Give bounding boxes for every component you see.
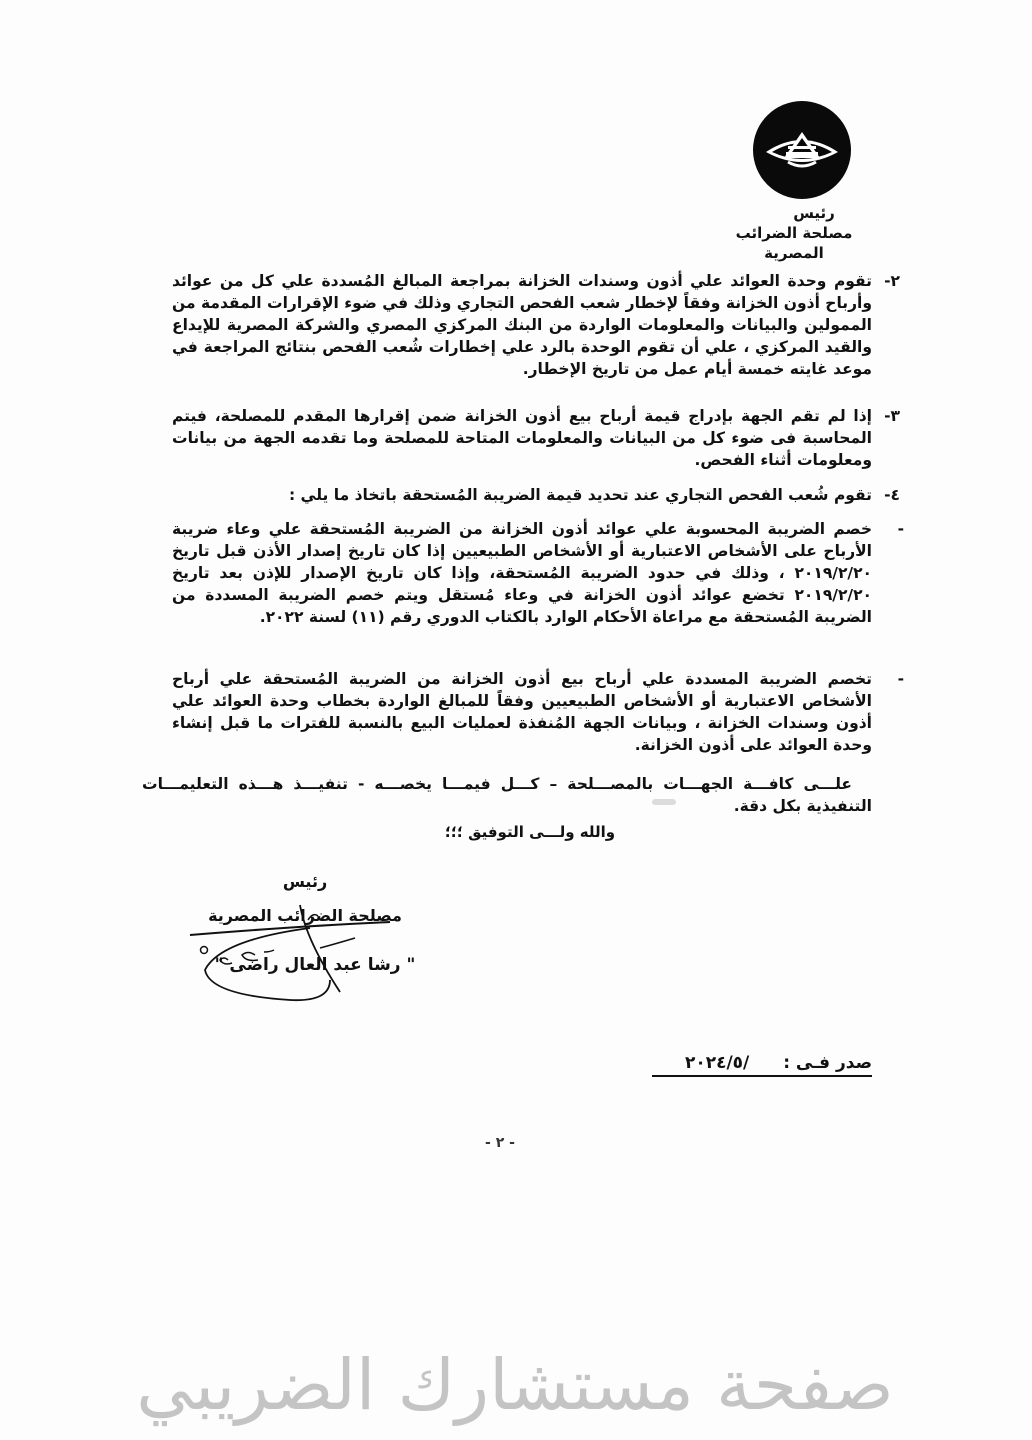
header-title xyxy=(704,203,884,263)
issued-date xyxy=(652,1053,872,1077)
item-text: إذا لم تقم الجهة بإدراج قيمة أرباح بيع أذون الخزانة ضمن إقرارها المقدم للمصلحة، فيتم المحاسبة فى ضوء كل من البيانات والمعلومات المتاحة للمصلحة وما تقدمه الجهة من بيانات ومعلومات أثناء الفحص. xyxy=(172,407,872,469)
item-2 xyxy=(172,270,900,380)
closing-greeting: والله ولـــى التوفيق ؛؛؛ xyxy=(444,823,616,841)
issued-label: صدر فـى : xyxy=(783,1053,872,1073)
header-title-line1: رئيس xyxy=(793,204,835,222)
item-number: ٢- xyxy=(884,272,900,290)
bullet-2 xyxy=(172,668,904,756)
issued-date-value: /٢٠٢٤/٥ xyxy=(684,1053,750,1073)
signature-title xyxy=(190,865,420,933)
item-number: ٣- xyxy=(884,407,900,425)
bullet-1 xyxy=(172,518,904,628)
bullet-marker: - xyxy=(897,670,904,688)
bullet-text: خصم الضريبة المحسوبة علي عوائد أذون الخزانة من الضريبة المُستحقة علي وعاء ضريبة الأرباح على الأشخاص الاعتبارية أو الأشخاص الطبيعيين إذا كان تاريخ إصدار الأذن قبل تاريخ ٢٠١٩/٢/٢٠ ، وذلك في حدود الضريبة المُستحقة، وإذا كان تاريخ الإصدار للإذن بعد تاريخ ٢٠١٩/٢/٢٠ تخضع عوائد أذون الخزانة في وعاء مُستقل ويتم خصم الضريبة المسددة من الضريبة المُستحقة مع مراعاة الأحكام الوارد بالكتاب الدوري رقم (١١) لسنة ٢٠٢٢. xyxy=(172,520,872,626)
watermark-text: صفحة مستشارك الضريبي xyxy=(136,1344,894,1426)
closing-line2: التنفيذية بكل دقة. xyxy=(733,797,872,815)
signatory-name: " رشا عبد العال راضى " xyxy=(214,955,416,975)
closing-line1: علـــى كافـــة الجهـــات بالمصـــلحة – كـــل فيمـــا يخصـــه - تنفيـــذ هـــذه التعليمـــات xyxy=(142,775,852,793)
signature-title-line1: رئيس xyxy=(282,872,328,891)
tax-authority-emblem-icon xyxy=(752,100,852,200)
scan-smudge xyxy=(652,799,676,805)
bullet-marker: - xyxy=(897,520,904,538)
item-text: تقوم شُعب الفحص التجاري عند تحديد قيمة الضريبة المُستحقة باتخاذ ما يلي : xyxy=(288,486,872,504)
item-3 xyxy=(172,405,900,471)
signature-title-line2: مصلحة الضرائب المصرية xyxy=(208,906,402,925)
bullet-text: تخصم الضريبة المسددة علي أرباح بيع أذون الخزانة من الضريبة المُستحقة علي أرباح الأشخاص الاعتبارية أو الأشخاص الطبيعيين وفقاً للمبالغ الواردة بخطاب وحدة العوائد علي أذون وسندات الخزانة ، وبيانات الجهة المُنفذة لعمليات البيع بالنسبة للفترات ما قبل إنشاء وحدة العوائد على أذون الخزانة. xyxy=(172,670,872,754)
header-title-line2: مصلحة الضرائب المصرية xyxy=(735,224,853,262)
item-4 xyxy=(172,484,900,506)
item-number: ٤- xyxy=(884,486,900,504)
page-number: - ٢ - xyxy=(485,1135,515,1151)
item-text: تقوم وحدة العوائد علي أذون وسندات الخزانة بمراجعة المبالغ المُسددة علي كل من عوائد وأرباح أذون الخزانة وفقاً لإخطار شعب الفحص التجاري وذلك في ضوء الإقرارات المقدمة من الممولين والبيانات والمعلومات الواردة من البنك المركزي المصري والشركة المصرية للإيداع والقيد المركزي ، علي أن تقوم الوحدة بالرد علي إخطارات شُعب الفحص بنتائج المراجعة في موعد غايته خمسة أيام عمل من تاريخ الإخطار. xyxy=(172,272,872,378)
closing-instructions xyxy=(142,773,872,817)
